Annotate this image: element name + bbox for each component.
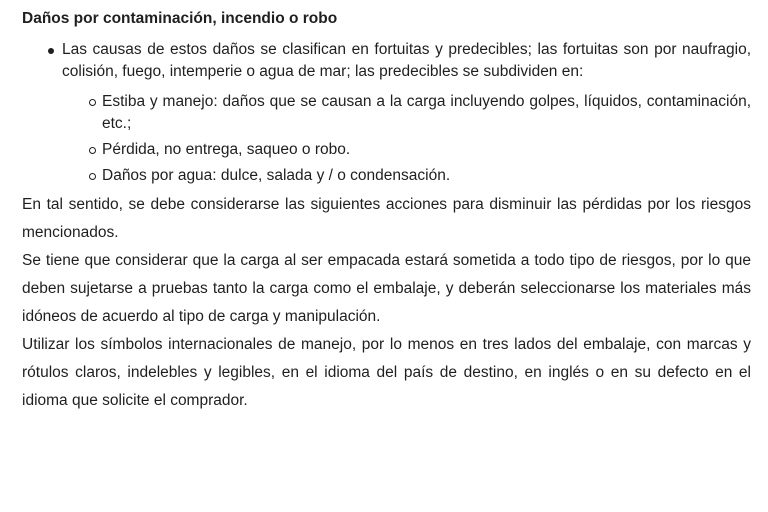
sub-list: [62, 91, 751, 187]
bullet-disc-icon: [48, 48, 54, 54]
list-item: [62, 39, 751, 187]
sub-list-item: [102, 139, 751, 161]
bullet-list: [22, 39, 751, 187]
bullet-circle-icon: [89, 99, 96, 106]
paragraph: En tal sentido, se debe considerarse las siguientes acciones para disminuir las pérdidas por los riesgos mencionados.: [22, 196, 751, 241]
sub-item-text: Pérdida, no entrega, saqueo o robo.: [102, 141, 351, 158]
section-heading: Daños por contaminación, incendio o robo: [22, 10, 338, 27]
bullet-circle-icon: [89, 147, 96, 154]
bullet-text: Las causas de estos daños se clasifican en fortuitas y predecibles; las fortuitas son por naufragio, colisión, fuego, intemperie o agua de mar; las predecibles se subdividen en:: [62, 41, 751, 80]
sub-item-text: Daños por agua: dulce, salada y / o condensación.: [102, 167, 451, 184]
paragraph: Se tiene que considerar que la carga al ser empacada estará sometida a todo tipo de riesgos, por lo que deben sujetarse a pruebas tanto la carga como el embalaje, y deberán seleccionarse los materiales más idóneos de acuerdo al tipo de carga y manipulación.: [22, 252, 751, 325]
sub-list-item: [102, 165, 751, 187]
sub-list-item: [102, 91, 751, 135]
paragraph: Utilizar los símbolos internacionales de manejo, por lo menos en tres lados del embalaje, con marcas y rótulos claros, indelebles y legibles, en el idioma del país de destino, en inglés o en su defecto en el idioma que solicite el comprador.: [22, 336, 751, 409]
bullet-circle-icon: [89, 173, 96, 180]
sub-item-text: Estiba y manejo: daños que se causan a la carga incluyendo golpes, líquidos, contaminación, etc.;: [102, 93, 751, 132]
